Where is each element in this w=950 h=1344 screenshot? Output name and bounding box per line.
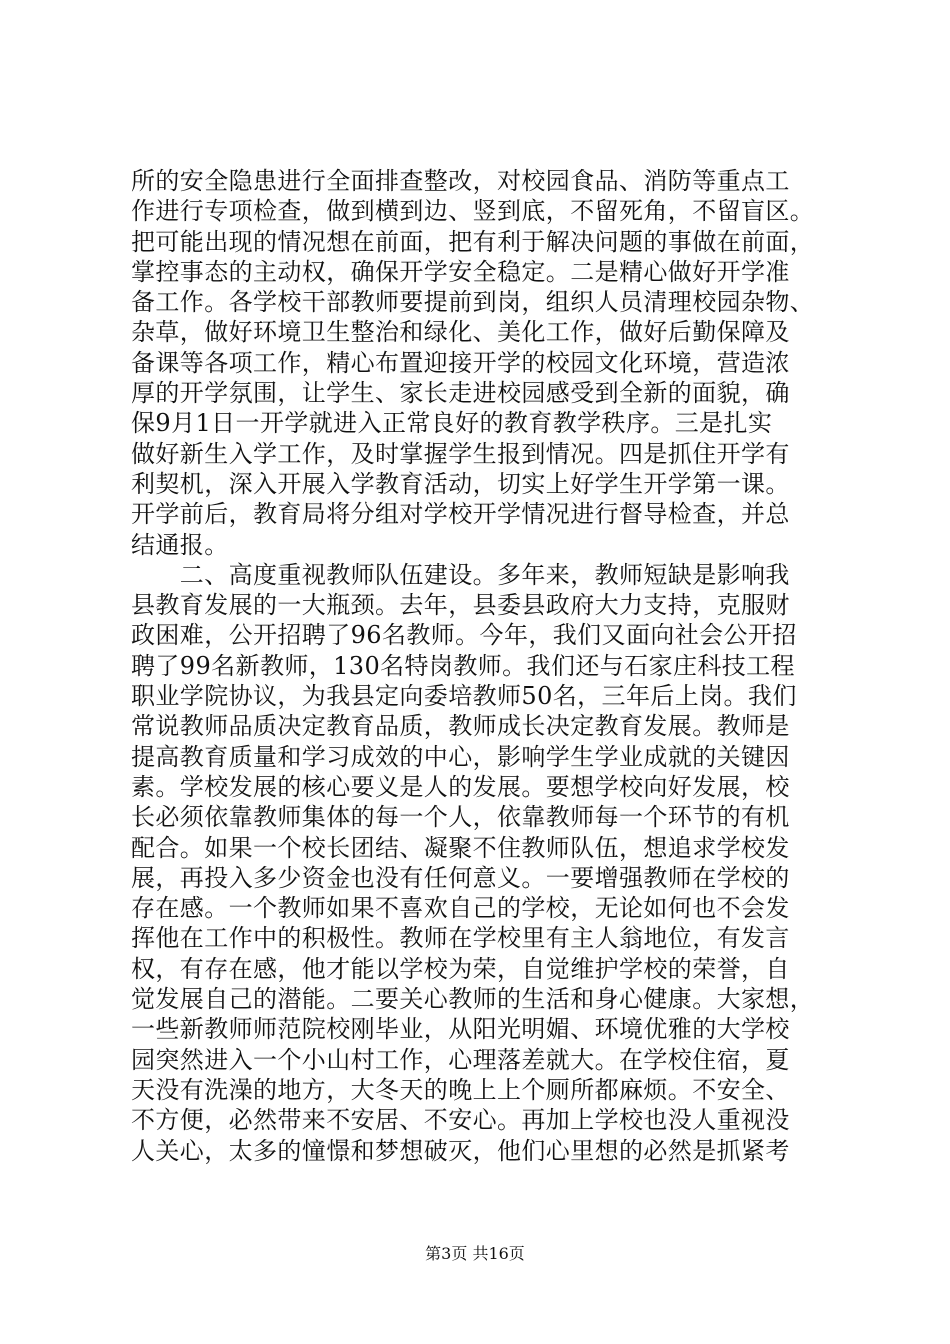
text-line: 结通报。: [131, 530, 229, 559]
document-body: [131, 166, 831, 1166]
text-line: 素。学校发展的核心要义是人的发展。要想学校向好发展，校: [131, 772, 790, 801]
text-line: 一些新教师师范院校刚毕业，从阳光明媚、环境优雅的大学校: [131, 1015, 790, 1044]
text-line: 园突然进入一个小山村工作，心理落差就大。在学校住宿，夏: [131, 1045, 790, 1074]
text-line: 备课等各项工作，精心布置迎接开学的校园文化环境，营造浓: [131, 348, 790, 377]
text-line: 权，有存在感，他才能以学校为荣，自觉维护学校的荣誉，自: [131, 954, 790, 983]
text-line: 做好新生入学工作，及时掌握学生报到情况。四是抓住开学有: [131, 439, 790, 468]
text-line: 挥他在工作中的积极性。教师在学校里有主人翁地位，有发言: [131, 924, 790, 953]
text-line: 觉发展自己的潜能。二要关心教师的生活和身心健康。大家想，: [131, 985, 815, 1014]
text-line: 掌控事态的主动权，确保开学安全稳定。二是精心做好开学准: [131, 257, 790, 286]
text-line: 常说教师品质决定教育品质，教师成长决定教育发展。教师是: [131, 712, 790, 741]
text-line: 政困难，公开招聘了96名教师。今年，我们又面向社会公开招: [131, 621, 797, 650]
text-line: 天没有洗澡的地方，大冬天的晚上上个厕所都麻烦。不安全、: [131, 1075, 790, 1104]
text-line: 人关心，太多的憧憬和梦想破灭，他们心里想的必然是抓紧考: [131, 1136, 790, 1165]
text-line: 聘了99名新教师，130名特岗教师。我们还与石家庄科技工程: [131, 651, 795, 680]
text-line: 保9月1日一开学就进入正常良好的教育教学秩序。三是扎实: [131, 409, 773, 438]
text-line: 把可能出现的情况想在前面，把有利于解决问题的事做在前面，: [131, 227, 815, 256]
text-line: 所的安全隐患进行全面排查整改，对校园食品、消防等重点工: [131, 167, 790, 195]
text-line: 二、高度重视教师队伍建设。多年来，教师短缺是影响我: [131, 560, 790, 589]
text-line: 开学前后，教育局将分组对学校开学情况进行督导检查，并总: [131, 500, 790, 529]
text-line: 长必须依靠教师集体的每一个人，依靠教师每一个环节的有机: [131, 803, 790, 832]
text-line: 杂草，做好环境卫生整治和绿化、美化工作，做好后勤保障及: [131, 318, 790, 347]
text-line: 存在感。一个教师如果不喜欢自己的学校，无论如何也不会发: [131, 894, 790, 923]
text-line: 厚的开学氛围，让学生、家长走进校园感受到全新的面貌，确: [131, 379, 790, 408]
text-line: 备工作。各学校干部教师要提前到岗，组织人员清理校园杂物、: [131, 288, 815, 317]
text-line: 县教育发展的一大瓶颈。去年，县委县政府大力支持，克服财: [131, 591, 790, 620]
page-number-label: 第3页 共16页: [425, 1244, 525, 1263]
text-line: 作进行专项检查，做到横到边、竖到底，不留死角，不留盲区。: [131, 197, 815, 226]
text-line: 职业学院协议，为我县定向委培教师50名，三年后上岗。我们: [131, 682, 797, 711]
text-line: 利契机，深入开展入学教育活动，切实上好学生开学第一课。: [131, 469, 790, 498]
text-line: 配合。如果一个校长团结、凝聚不住教师队伍，想追求学校发: [131, 833, 790, 862]
page-footer: [0, 1244, 950, 1264]
text-line: 展，再投入多少资金也没有任何意义。一要增强教师在学校的: [131, 863, 790, 892]
text-line: 不方便，必然带来不安居、不安心。再加上学校也没人重视没: [131, 1106, 790, 1135]
text-line: 提高教育质量和学习成效的中心，影响学生学业成就的关键因: [131, 742, 790, 771]
